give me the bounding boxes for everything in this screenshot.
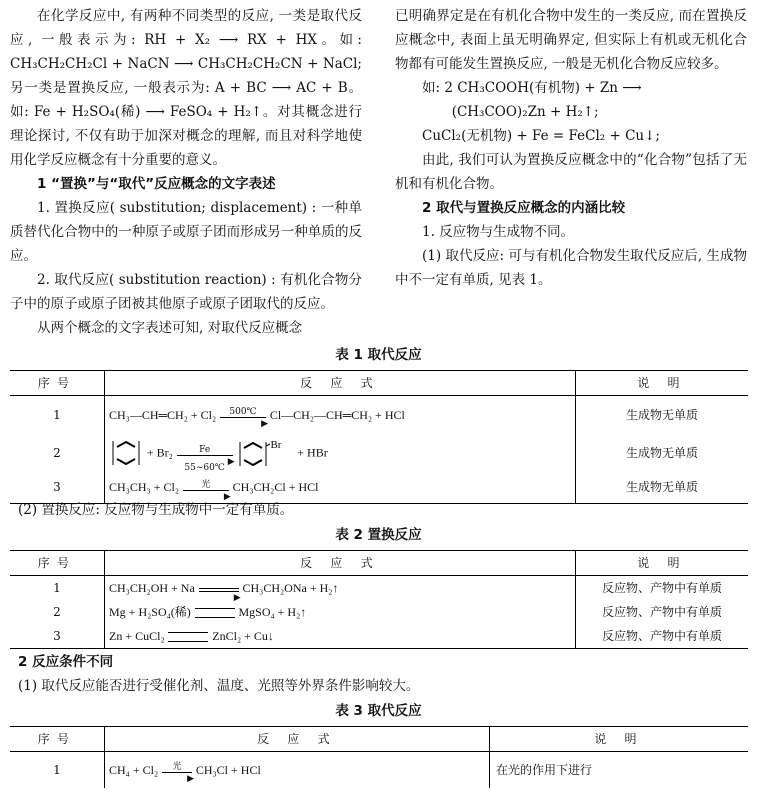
benzene-ring-icon [109, 439, 143, 467]
row-number: 3 [10, 472, 105, 504]
reactants: CH₄ + Cl₂ [109, 762, 159, 777]
subheading-reactants: 1. 反应物与生成物不同。 [422, 224, 575, 240]
reaction-equation [105, 434, 576, 472]
table-1 [10, 370, 748, 504]
table-row [10, 752, 748, 788]
condition-bottom: 55~60℃ [184, 462, 225, 473]
reaction-arrow-icon: ▶ [199, 583, 239, 595]
reaction-equation [105, 624, 576, 649]
table-1-header-note: 说 明 [576, 371, 749, 396]
products: + HBr [297, 445, 328, 459]
table-3-header-note: 说 明 [490, 727, 749, 752]
left-column [10, 4, 362, 340]
products: ZnCl₂ + Cu↓ [212, 629, 274, 643]
reaction-equation [105, 576, 576, 601]
row-note: 生成物无单质 [576, 396, 749, 434]
reactants: CH₃—CH═CH₂ + Cl₂ [109, 407, 217, 422]
table-1-header-equation: 反 应 式 [105, 371, 576, 396]
reaction-arrow-icon: Fe ▶ 55~60℃ [177, 447, 233, 459]
table-1-caption: 表 1 取代反应 [335, 347, 422, 363]
right-column [395, 4, 747, 292]
table-1-header-no: 序号 [10, 371, 105, 396]
table-2-header-note: 说 明 [576, 551, 749, 576]
reaction-arrow-icon: 光 ▶ [183, 482, 229, 494]
row-note: 反应物、产物中有单质 [576, 600, 749, 624]
table-2-caption: 表 2 置换反应 [335, 527, 422, 543]
row-number: 1 [10, 752, 105, 788]
row-number: 2 [10, 434, 105, 472]
products: Cl—CH₂—CH═CH₂ + HCl [269, 407, 405, 422]
example-acetic-acid-line1: 如: 2 CH₃COOH(有机物) + Zn ⟶ [422, 80, 642, 96]
table-3-header-no: 序号 [10, 727, 105, 752]
reaction-arrow-icon: 光 ▶ [162, 764, 192, 776]
reactants: + Br₂ [146, 445, 173, 459]
definition-displacement: 1. 置换反应( substitution; displacement) : 一种单质替代化合物中的一种原子或原子团而形成另一种单质的反应。 [10, 200, 362, 264]
equals-sign-icon [168, 632, 208, 642]
row-note: 生成物无单质 [576, 434, 749, 472]
comparison-paragraph-start: 从两个概念的文字表述可知, 对取代反应概念 [37, 320, 303, 336]
table-row [10, 576, 748, 601]
reaction-arrow-icon: 500℃ ▶ [220, 409, 266, 421]
table-2-header-equation: 反 应 式 [105, 551, 576, 576]
row-number: 2 [10, 600, 105, 624]
table-row [10, 600, 748, 624]
conclusion-paragraph: 由此, 我们可认为置换反应概念中的“化合物”包括了无机和有机化合物。 [395, 152, 747, 192]
section-2-2-heading: 2 反应条件不同 [18, 654, 114, 670]
example-acetic-acid-line2: (CH₃COO)₂Zn + H₂↑; [451, 104, 599, 120]
products: CH₃CH₂Cl + HCl [232, 480, 319, 495]
table-2 [10, 550, 748, 649]
condition-top: Fe [199, 444, 211, 455]
table-row [10, 396, 748, 434]
row-number: 1 [10, 576, 105, 601]
reaction-equation [105, 752, 490, 788]
reactants: Mg + H₂SO₄(稀) [109, 605, 191, 619]
reaction-equation [105, 396, 576, 434]
reaction-equation [105, 600, 576, 624]
reactants: CH₃CH₂OH + Na [109, 581, 195, 595]
bromine-substituent: Br [270, 439, 282, 451]
row-note: 反应物、产物中有单质 [576, 576, 749, 601]
table-row [10, 624, 748, 649]
condition-top: 500℃ [229, 407, 257, 418]
substitution-note: (1) 取代反应: 可与有机化合物发生取代反应后, 生成物中不一定有单质, 见表 1。 [395, 248, 747, 288]
row-note: 反应物、产物中有单质 [576, 624, 749, 649]
table-2-header-no: 序号 [10, 551, 105, 576]
reactants: Zn + CuCl₂ [109, 629, 165, 643]
table-3-caption: 表 3 取代反应 [335, 703, 422, 719]
comparison-paragraph-cont: 已明确界定是在有机化合物中发生的一类反应, 而在置换反应概念中, 表面上虽无明确界定, 但实际上有机或无机化合物都有可能发生置换反应, 一般是无机化合物反应较多。 [395, 8, 747, 72]
definition-substitution: 2. 取代反应( substitution reaction) : 有机化合物分子中的原子或原子团被其他原子或原子团取代的反应。 [10, 272, 362, 312]
row-note: 在光的作用下进行 [490, 752, 749, 788]
row-number: 1 [10, 396, 105, 434]
condition-paragraph: (1) 取代反应能否进行受催化剂、温度、光照等外界条件影响较大。 [18, 678, 420, 694]
products: MgSO₄ + H₂↑ [238, 605, 307, 619]
products: CH₃CH₂ONa + H₂↑ [242, 581, 339, 595]
row-number: 3 [10, 624, 105, 649]
table-3-header-equation: 反 应 式 [105, 727, 490, 752]
intro-paragraph: 在化学反应中, 有两种不同类型的反应, 一类是取代反应, 一般表示为: RH + X₂ ⟶ RX + HX。如: CH₃CH₂CH₂Cl + NaCN ⟶ CH₃CH₂CH₂CN + NaCl; 另一类是置换反应, 一般表示为: A + BC ⟶ AC + B。如: Fe + H₂SO₄(稀) ⟶ FeSO₄ + H₂↑。对其概念进行理论探讨, 不仅有助于加深对概念的理解, 而且对科学地使用化学反应概念有十分重要的意义。 [10, 8, 362, 168]
condition-top: 光 [201, 479, 211, 490]
section-1-heading: 1 “置换”与“取代”反应概念的文字表述 [37, 176, 276, 192]
condition-top: 光 [172, 762, 182, 773]
section-2-heading: 2 取代与置换反应概念的内涵比较 [422, 200, 626, 216]
displacement-note: (2) 置换反应: 反应物与生成物中一定有单质。 [18, 502, 294, 518]
equals-sign-icon [195, 608, 235, 618]
row-note: 生成物无单质 [576, 472, 749, 504]
table-3 [10, 726, 748, 788]
example-copper-chloride: CuCl₂(无机物) + Fe = FeCl₂ + Cu↓; [422, 128, 660, 144]
products: CH₃Cl + HCl [195, 762, 261, 777]
table-row [10, 434, 748, 472]
reactants: CH₃CH₃ + Cl₂ [109, 480, 179, 495]
